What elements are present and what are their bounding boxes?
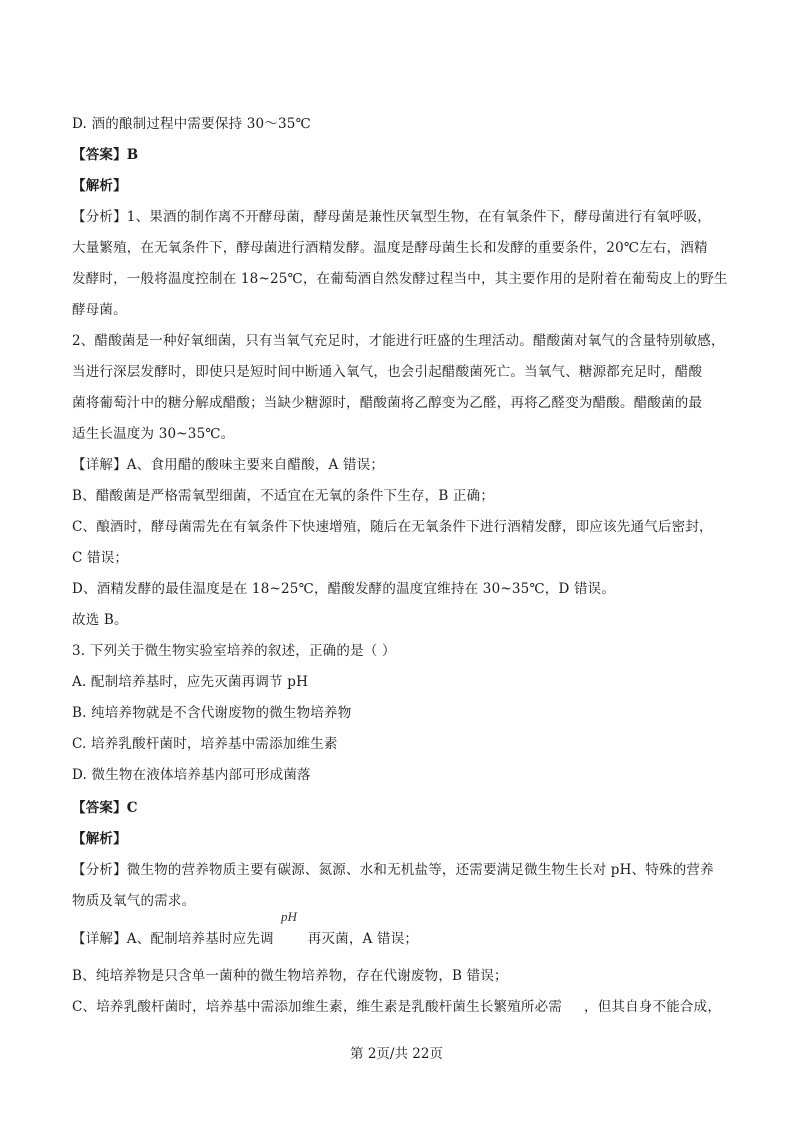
- detail-text-segment: ，但其自身不能合成，: [584, 999, 722, 1015]
- analysis-text-line: 2、醋酸菌是一种好氧细菌，只有当氧气充足时，才能进行旺盛的生理活动。醋酸菌对氧气的含量特别敏感，: [72, 333, 725, 349]
- analysis-text-line: 【分析】1、果酒的制作离不开酵母菌，酵母菌是兼性厌氧型生物，在有氧条件下，酵母菌进行有氧呼吸，: [72, 209, 711, 225]
- detail-text-line: C 错误；: [72, 550, 129, 566]
- detail-text-line: D、酒精发酵的最佳温度是在 18~25℃，醋酸发酵的温度宜维持在 30~35℃，D 错误。: [72, 581, 616, 597]
- option-d-q3: D. 微生物在液体培养基内部可形成菌落: [72, 767, 311, 783]
- detail-text-segment: 【详解】A、配制培养基时应先调: [72, 931, 274, 947]
- analysis-text-line: 菌将葡萄汁中的糖分解成醋酸；当缺少糖源时，醋酸菌将乙醇变为乙醛，再将乙醛变为醋酸。醋酸菌的最: [72, 395, 703, 411]
- question-3-stem: 3. 下列关于微生物实验室培养的叙述，正确的是（ ）: [72, 643, 396, 659]
- ph-formula: pH: [281, 909, 297, 924]
- analysis-text-line: 物质及氧气的需求。: [72, 893, 196, 909]
- analysis-text-line: 发酵时，一般将温度控制在 18~25℃，在葡萄酒自然发酵过程当中，其主要作用的是附着在葡萄皮上的野生: [72, 271, 728, 287]
- detail-text-segment: C、培养乳酸杆菌时，培养基中需添加维生素，维生素是乳酸杆菌生长繁殖所必需: [72, 999, 563, 1015]
- detail-text-line: B、醋酸菌是严格需氧型细菌，不适宜在无氧的条件下生存，B 正确；: [72, 488, 495, 504]
- option-b-q3: B. 纯培养物就是不含代谢废物的微生物培养物: [72, 705, 352, 721]
- analysis-label-q2: 【解析】: [72, 178, 127, 194]
- analysis-text-line: 大量繁殖，在无氧条件下，酵母菌进行酒精发酵。温度是酵母菌生长和发酵的重要条件，20℃左右，酒精: [72, 240, 708, 256]
- analysis-text-line: 当进行深层发酵时，即使只是短时间中断通入氧气，也会引起醋酸菌死亡。当氧气、糖源都充足时，醋酸: [72, 364, 703, 380]
- analysis-text-line: 酵母菌。: [72, 302, 127, 318]
- analysis-label-q3: 【解析】: [72, 831, 127, 847]
- conclusion-line: 故选 B。: [72, 612, 128, 628]
- option-d-q2: D. 酒的酿制过程中需要保持 30～35℃: [72, 116, 311, 132]
- detail-text-line: [72, 929, 732, 949]
- detail-text-segment: 再灭菌，A 错误；: [307, 931, 419, 947]
- detail-text-line: B、纯培养物是只含单一菌种的微生物培养物，存在代谢废物，B 错误；: [72, 968, 508, 984]
- answer-label-q3: 【答案】C: [72, 800, 138, 816]
- page-footer: 第 2页/共 22页: [350, 1046, 443, 1062]
- detail-text-line: C、酿酒时，酵母菌需先在有氧条件下快速增殖，随后在无氧条件下进行酒精发酵，即应该先通气后密封，: [72, 519, 713, 535]
- detail-text-line: [72, 997, 732, 1017]
- analysis-text-line: 适生长温度为 30~35℃。: [72, 426, 235, 442]
- detail-text-line: 【详解】A、食用醋的酸味主要来自醋酸，A 错误；: [72, 457, 385, 473]
- option-c-q3: C. 培养乳酸杆菌时，培养基中需添加维生素: [72, 736, 338, 752]
- option-a-q3: A. 配制培养基时，应先灭菌再调节 pH: [72, 674, 309, 690]
- answer-label-q2: 【答案】B: [72, 147, 139, 163]
- analysis-text-line: 【分析】微生物的营养物质主要有碳源、氮源、水和无机盐等，还需要满足微生物生长对 pH、特殊的营养: [72, 862, 714, 878]
